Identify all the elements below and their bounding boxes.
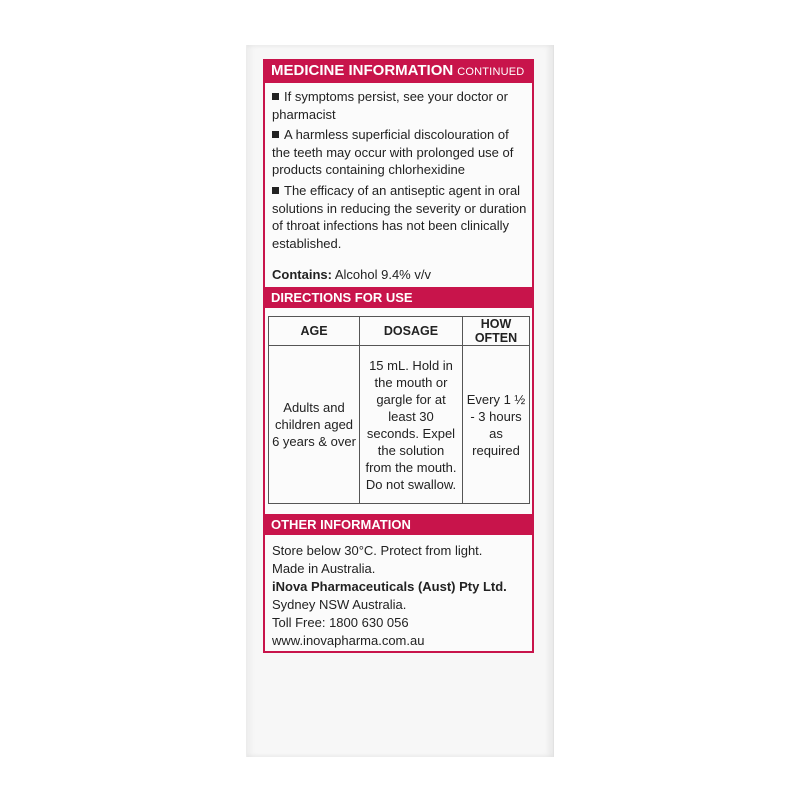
contains-value: Alcohol 9.4% v/v — [331, 267, 431, 282]
location-text: Sydney NSW Australia. — [272, 597, 407, 612]
contains-label: Contains: — [272, 267, 332, 282]
how-often-cell: Every 1 ½ - 3 hours as required — [463, 346, 530, 504]
company-name: iNova Pharmaceuticals (Aust) Pty Ltd. — [272, 579, 507, 594]
table-row — [269, 346, 530, 504]
table-header-row — [269, 317, 530, 346]
age-cell: Adults and children aged 6 years & over — [269, 346, 360, 504]
bullet-item: If symptoms persist, see your doctor or pharmacist — [272, 89, 508, 122]
made-in-text: Made in Australia. — [272, 561, 376, 576]
column-header-how-often: HOW OFTEN — [463, 317, 530, 346]
dosage-table — [268, 316, 530, 504]
contains-line — [272, 266, 528, 284]
square-bullet-icon — [272, 131, 279, 138]
medicine-information-title: MEDICINE INFORMATION — [271, 62, 454, 79]
dosage-cell: 15 mL. Hold in the mouth or gargle for at least 30 seconds. Expel the solution from the mouth. Do not swallow. — [360, 346, 463, 504]
website-text: www.inovapharma.com.au — [272, 633, 425, 648]
toll-free-text: Toll Free: 1800 630 056 — [272, 615, 409, 630]
square-bullet-icon — [272, 93, 279, 100]
directions-heading: DIRECTIONS FOR USE — [263, 287, 534, 308]
storage-text: Store below 30°C. Protect from light. — [272, 543, 483, 558]
square-bullet-icon — [272, 187, 279, 194]
other-information-heading: OTHER INFORMATION — [263, 514, 534, 535]
bullet-item: A harmless superficial discolouration of the teeth may occur with prolonged use of products containing chlorhexidine — [272, 127, 514, 177]
column-header-dosage: DOSAGE — [360, 317, 463, 346]
bullet-item: The efficacy of an antiseptic agent in oral solutions in reducing the severity or duration of throat infections has not been clinically established. — [272, 183, 527, 251]
continued-label: CONTINUED — [457, 66, 525, 78]
column-header-age: AGE — [269, 317, 360, 346]
other-information-body — [272, 542, 528, 650]
medicine-information-heading — [263, 59, 534, 83]
